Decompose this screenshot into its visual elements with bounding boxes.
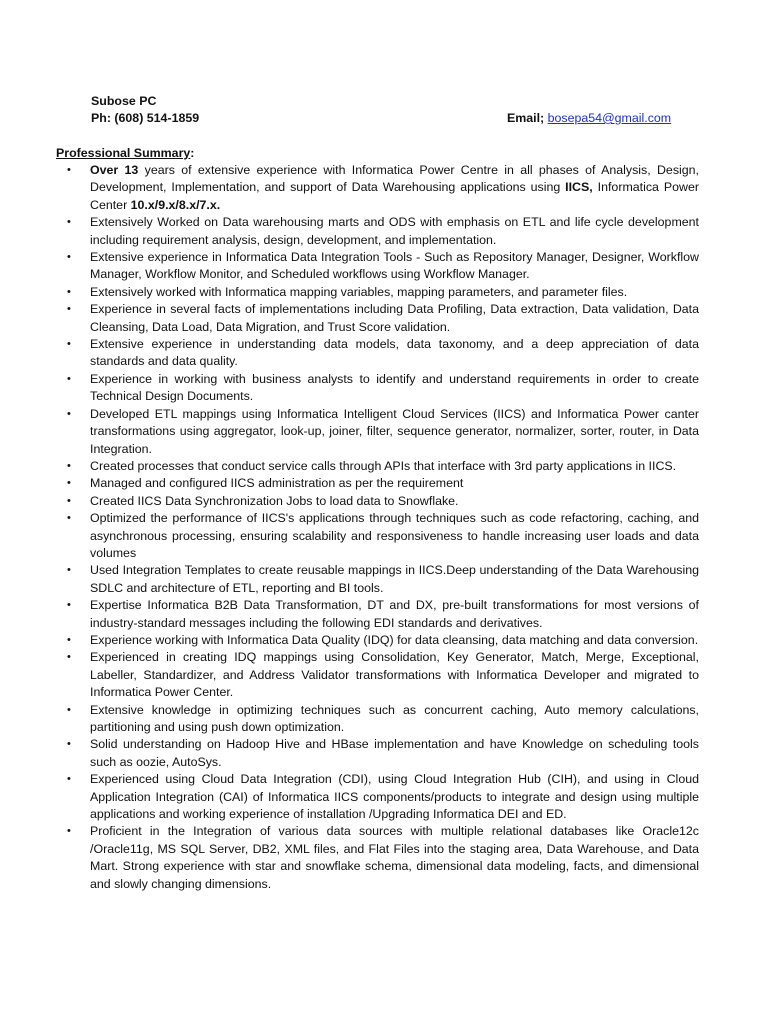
list-item-text: Extensively worked with Informatica mapping variables, mapping parameters, and parameter files. (90, 284, 628, 299)
email-line (507, 110, 671, 127)
bullet-icon: • (67, 738, 71, 751)
list-item-text: Experience in working with business analysts to identify and understand requirements in order to create Technical Design Documents. (90, 371, 699, 404)
list-item-text: Proficient in the Integration of various data sources with multiple relational databases like Oracle12c /Oracle11g, MS SQL Server, DB2, XML files, and Flat Files into the staging area, Data Warehouse, and Data Mart. Strong experience with star and snowflake schema, dimensional data modeling, facts, and dimensional and slowly changing dimensions. (90, 824, 699, 891)
iics-term: IICS, (565, 180, 593, 195)
list-item (67, 214, 699, 249)
bullet-icon: • (67, 633, 71, 646)
list-item (67, 823, 699, 893)
list-item-text: Extensively Worked on Data warehousing marts and ODS with emphasis on ETL and life cycle development including requirement analysis, design, development, and implementation. (90, 215, 699, 247)
list-item-text: Developed ETL mappings using Informatica Intelligent Cloud Services (IICS) and Informatica Power canter transformations using aggregator, look-up, joiner, filter, sequence generator, normalizer, sorter, router, in Data Integration. (90, 406, 699, 456)
list-item (67, 702, 699, 737)
list-item (67, 458, 699, 475)
bullet-icon: • (67, 825, 71, 838)
list-item-text: Extensive experience in understanding data models, data taxonomy, and a deep appreciation of data standards and data quality. (90, 337, 699, 369)
bullet-icon: • (67, 285, 71, 298)
bullet-icon: • (67, 164, 71, 176)
list-item-text: Experience working with Informatica Data Quality (IDQ) for data cleansing, data matching and data conversion. (90, 632, 699, 647)
list-item (67, 597, 699, 632)
phone-number: Ph: (608) 514-1859 (91, 111, 200, 125)
list-item-text: Experienced using Cloud Data Integration (CDI), using Cloud Integration Hub (CIH), and using in Cloud Application Integration (CAI) of Informatica IICS components/products to integrate and design using multiple applications and working experience of installation /Upgrading Informatica DEI and ED. (90, 772, 699, 822)
list-item (67, 632, 699, 649)
bullet-icon: • (67, 703, 71, 716)
list-item-text: years of extensive experience with Informatica Power Centre in all phases of Analysis, Design, Development, Implementation, and support of Data Warehousing applications using (90, 163, 699, 195)
list-item (67, 249, 699, 284)
list-item (67, 406, 699, 458)
list-item (67, 336, 699, 371)
list-item-text: Created IICS Data Synchronization Jobs to load data to Snowflake. (90, 493, 459, 508)
list-item (67, 771, 699, 823)
version-list: 10.x/9.x/8.x/7.x. (130, 197, 221, 212)
bullet-icon: • (67, 494, 71, 507)
list-item (67, 649, 699, 701)
bullet-icon: • (67, 773, 71, 786)
bullet-icon: • (67, 407, 71, 420)
list-item-text: Extensive knowledge in optimizing techniques such as concurrent caching, Auto memory calculations, partitioning and using push down optimization. (90, 702, 699, 734)
bullet-icon: • (67, 303, 71, 316)
bullet-icon: • (67, 338, 71, 351)
list-item (67, 736, 699, 771)
bullet-icon: • (67, 599, 71, 612)
list-item-text: Experience in several facts of implementations including Data Profiling, Data extraction, Data validation, Data Cleansing, Data Load, Data Migration, and Trust Score validation. (90, 302, 699, 334)
summary-list (67, 162, 700, 893)
bullet-icon: • (67, 372, 71, 385)
bullet-icon: • (67, 512, 71, 525)
bullet-icon: • (67, 564, 71, 577)
list-item (67, 475, 699, 492)
list-item-text: Used Integration Templates to create reusable mappings in IICS.Deep understanding of the Data Warehousing SDLC and architecture of ETL, reporting and BI tools. (90, 563, 699, 595)
list-item-text: Informatica Power Center (90, 180, 700, 212)
bullet-icon: • (67, 251, 71, 264)
summary-heading-text: Professional Summary (56, 146, 191, 160)
summary-heading (56, 145, 194, 162)
list-item-text: Experienced in creating IDQ mappings using Consolidation, Key Generator, Match, Merge, Exceptional, Labeller, Standardizer, and Address Validator transformations with Informatica Developer and migrated to Informatica Power Center. (90, 650, 699, 700)
list-item (67, 493, 699, 510)
list-item-text: Solid understanding on Hadoop Hive and HBase implementation and have Knowledge on scheduling tools such as oozie, AutoSys. (90, 737, 699, 769)
list-item (67, 284, 699, 301)
list-item-text: Optimized the performance of IICS's applications through techniques such as code refactoring, caching, and asynchronous processing, ensuring scalability and responsiveness to handle increasing user loads and data volumes (90, 511, 699, 560)
list-item-text: Created processes that conduct service calls through APIs that interface with 3rd party applications in IICS. (90, 458, 677, 473)
summary-heading-colon: : (190, 146, 195, 160)
bullet-icon: • (67, 477, 71, 490)
experience-years: Over 13 (90, 163, 139, 177)
email-link[interactable]: bosepa54@gmail.com (547, 111, 672, 125)
email-label: Email; (507, 111, 548, 125)
candidate-name: Subose PC (91, 94, 157, 108)
list-item-text: Managed and configured IICS administration as per the requirement (90, 476, 464, 491)
list-item (67, 301, 699, 336)
list-item (67, 162, 700, 214)
list-item (67, 371, 699, 406)
list-item-text: Expertise Informatica B2B Data Transformation, DT and DX, pre-built transformations for most versions of industry-standard messages including the following EDI standards and derivatives. (90, 598, 699, 630)
bullet-icon: • (67, 216, 71, 229)
bullet-icon: • (67, 651, 71, 664)
bullet-icon: • (67, 459, 71, 472)
list-item (67, 510, 699, 562)
list-item (67, 562, 699, 597)
list-item-text: Extensive experience in Informatica Data Integration Tools - Such as Repository Manager, Designer, Workflow Manager, Workflow Monitor, and Scheduled workflows using Workflow Manager. (90, 250, 699, 282)
